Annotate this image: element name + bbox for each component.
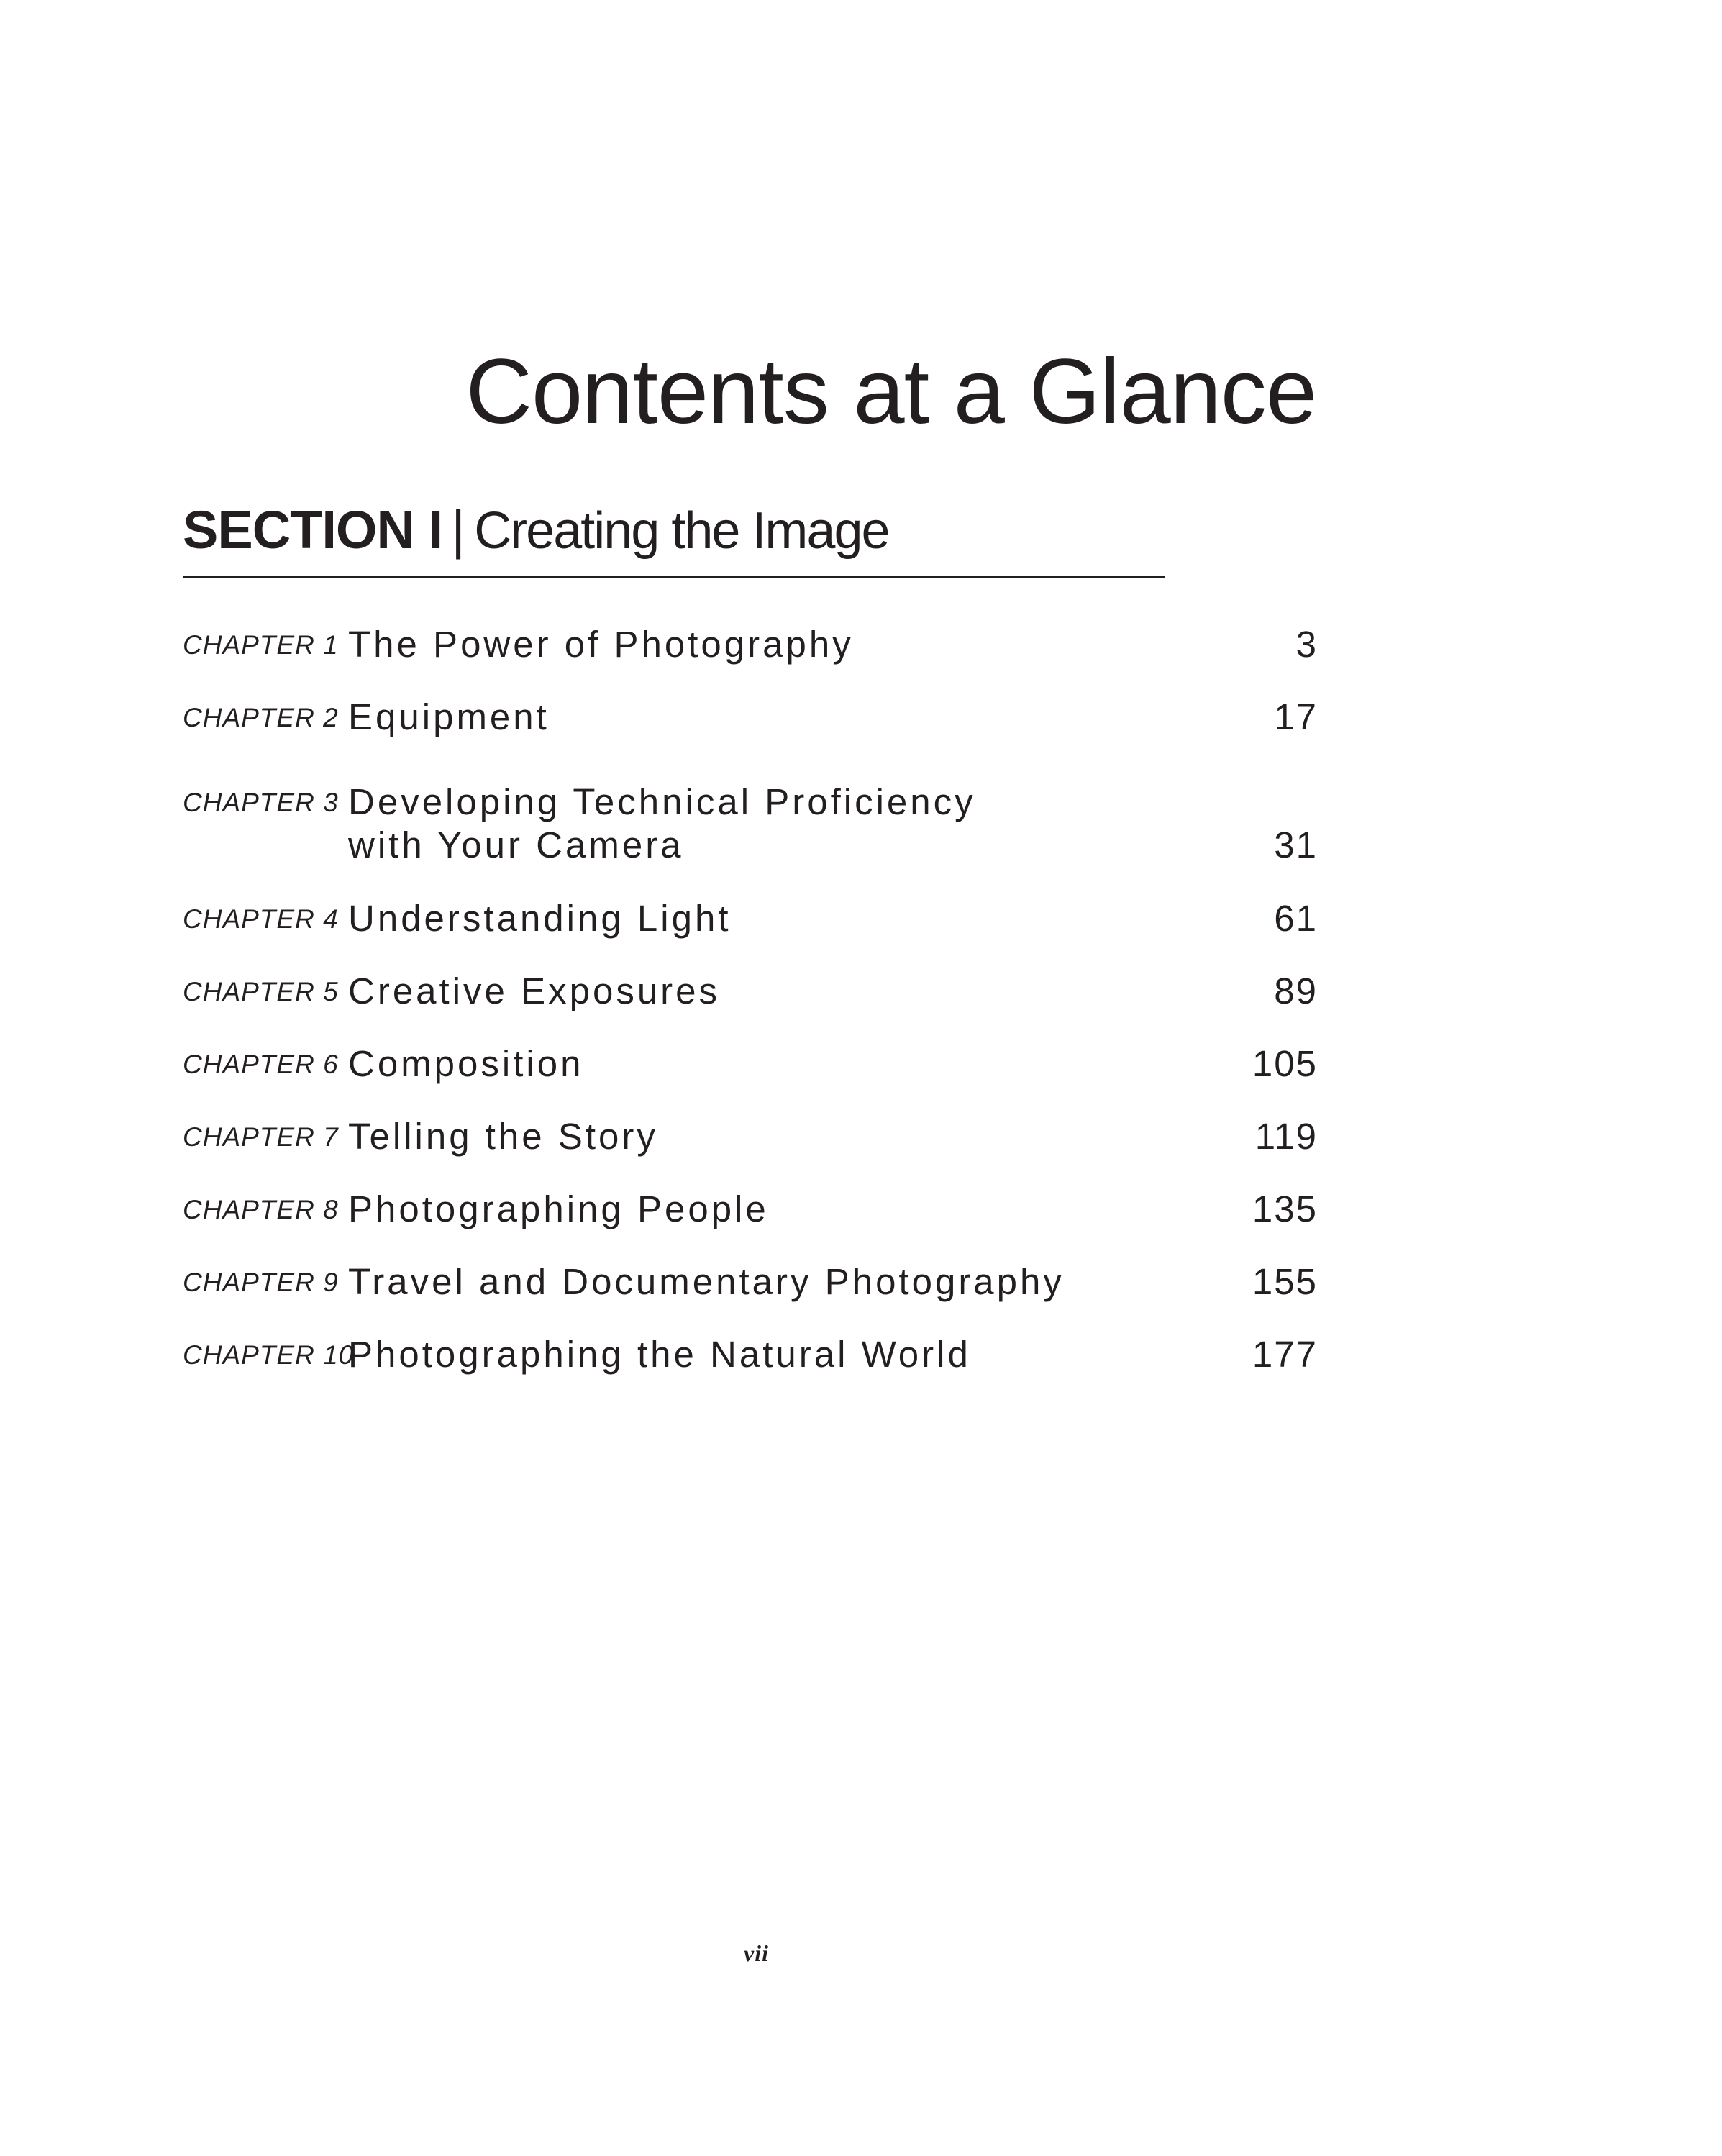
page-folio: vii — [744, 1940, 769, 1966]
chapter-label: CHAPTER 6 — [183, 1050, 339, 1079]
chapter-label: CHAPTER 7 — [183, 1122, 339, 1152]
chapter-page-number: 177 — [1252, 1334, 1318, 1375]
chapter-page-number: 155 — [1252, 1261, 1318, 1302]
chapter-page-number: 3 — [1295, 624, 1318, 665]
chapter-title[interactable]: Photographing People — [348, 1188, 769, 1229]
chapter-page-number: 119 — [1254, 1116, 1318, 1157]
section-heading — [183, 500, 889, 560]
chapter-title-line2: with Your Camera — [348, 824, 684, 865]
chapter-label: CHAPTER 9 — [183, 1268, 339, 1297]
chapter-label: CHAPTER 3 — [183, 788, 339, 817]
chapter-label: CHAPTER 2 — [183, 703, 339, 732]
chapter-page-number: 135 — [1252, 1188, 1318, 1229]
chapter-label: CHAPTER 8 — [183, 1195, 339, 1224]
chapter-page-number: 89 — [1274, 970, 1318, 1011]
chapter-page-number: 105 — [1252, 1043, 1318, 1084]
chapter-title[interactable]: The Power of Photography — [348, 624, 854, 665]
chapter-label: CHAPTER 10 — [183, 1340, 355, 1370]
section-rule — [183, 576, 1165, 578]
chapter-label: CHAPTER 1 — [183, 630, 339, 660]
chapter-label: CHAPTER 5 — [183, 977, 339, 1006]
section-label: SECTION I — [183, 500, 443, 560]
page-title: Contents at a Glance — [465, 340, 1316, 443]
chapter-title[interactable]: Understanding Light — [348, 898, 732, 939]
chapter-title[interactable]: Telling the Story — [348, 1116, 658, 1157]
chapter-title[interactable]: Equipment — [348, 696, 550, 737]
chapter-page-number: 61 — [1274, 898, 1318, 939]
chapter-page-number: 31 — [1274, 824, 1318, 865]
chapter-title[interactable] — [348, 781, 976, 867]
chapter-label: CHAPTER 4 — [183, 904, 339, 934]
chapter-title[interactable]: Travel and Documentary Photography — [348, 1261, 1065, 1302]
chapter-title[interactable]: Creative Exposures — [348, 970, 721, 1011]
chapter-title[interactable]: Photographing the Natural World — [348, 1334, 971, 1375]
section-separator: | — [451, 500, 465, 560]
section-title: Creating the Image — [474, 502, 889, 560]
chapter-title-line1: Developing Technical Proficiency — [348, 781, 976, 822]
chapter-title[interactable]: Composition — [348, 1043, 584, 1084]
chapter-page-number: 17 — [1274, 696, 1318, 737]
